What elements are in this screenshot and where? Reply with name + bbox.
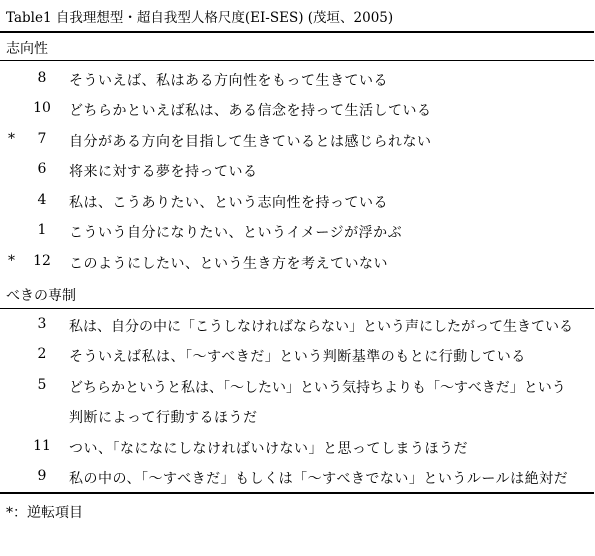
item-number: 4 bbox=[37, 192, 47, 208]
item-text: どちらかといえば私は、ある信念を持って生活している bbox=[69, 103, 432, 119]
item-number: 7 bbox=[37, 131, 47, 147]
reverse-mark: * bbox=[8, 253, 15, 269]
item-number: 6 bbox=[37, 161, 47, 177]
item-text: そういえば私は、「～すべきだ」という判断基準のもとに行動している bbox=[69, 349, 526, 365]
section-title-tyranny-of-should: べきの専制 bbox=[6, 288, 76, 304]
table-row bbox=[0, 192, 594, 212]
table-row bbox=[0, 253, 594, 273]
table-row bbox=[0, 468, 594, 488]
item-number: 1 bbox=[37, 222, 47, 238]
item-text: 将来に対する夢を持っている bbox=[69, 164, 258, 180]
table-row bbox=[0, 100, 594, 120]
item-number: 8 bbox=[37, 70, 47, 86]
item-text: 私の中の、「～すべきだ」もしくは「～すべきでない」というルールは絶対だ bbox=[69, 471, 569, 487]
item-number: 9 bbox=[37, 468, 47, 484]
item-number: 3 bbox=[37, 316, 47, 332]
item-number: 10 bbox=[33, 100, 51, 116]
item-text: 私は、こうありたい、という志向性を持っている bbox=[69, 195, 388, 211]
item-text-continuation: 判断によって行動するほうだ bbox=[69, 410, 258, 426]
table-caption: Table1 自我理想型・超自我型人格尺度(EI-SES) (茂垣、2005) bbox=[6, 10, 394, 26]
item-text: 私は、自分の中に「こうしなければならない」という声にしたがって生きている bbox=[69, 319, 573, 335]
top-rule bbox=[0, 31, 594, 33]
item-text: こういう自分になりたい、というイメージが浮かぶ bbox=[69, 225, 403, 241]
section-rule bbox=[0, 60, 594, 61]
bottom-rule bbox=[0, 492, 594, 494]
section-title-orientation: 志向性 bbox=[6, 41, 48, 57]
table-row bbox=[0, 377, 594, 397]
table-row bbox=[0, 222, 594, 242]
table-row bbox=[0, 316, 594, 336]
footnote: *：逆転項目 bbox=[6, 505, 83, 521]
item-text: そういえば、私はある方向性をもって生きている bbox=[69, 73, 388, 89]
section-rule bbox=[0, 308, 594, 309]
item-text: 自分がある方向を目指して生きているとは感じられない bbox=[69, 134, 432, 150]
table-row bbox=[0, 161, 594, 181]
item-text: つい、「なになにしなければいけない」と思ってしまうほうだ bbox=[69, 441, 468, 457]
item-number: 11 bbox=[33, 438, 51, 454]
item-text: このようにしたい、という生き方を考えていない bbox=[69, 256, 388, 272]
table-row bbox=[0, 70, 594, 90]
table-row bbox=[0, 346, 594, 366]
table-row bbox=[0, 131, 594, 151]
item-number: 5 bbox=[37, 377, 47, 393]
item-text: どちらかというと私は、「～したい」という気持ちよりも「～すべきだ」という bbox=[69, 380, 566, 396]
reverse-mark: * bbox=[8, 131, 15, 147]
table-row bbox=[0, 438, 594, 458]
item-number: 12 bbox=[33, 253, 51, 269]
item-number: 2 bbox=[37, 346, 47, 362]
